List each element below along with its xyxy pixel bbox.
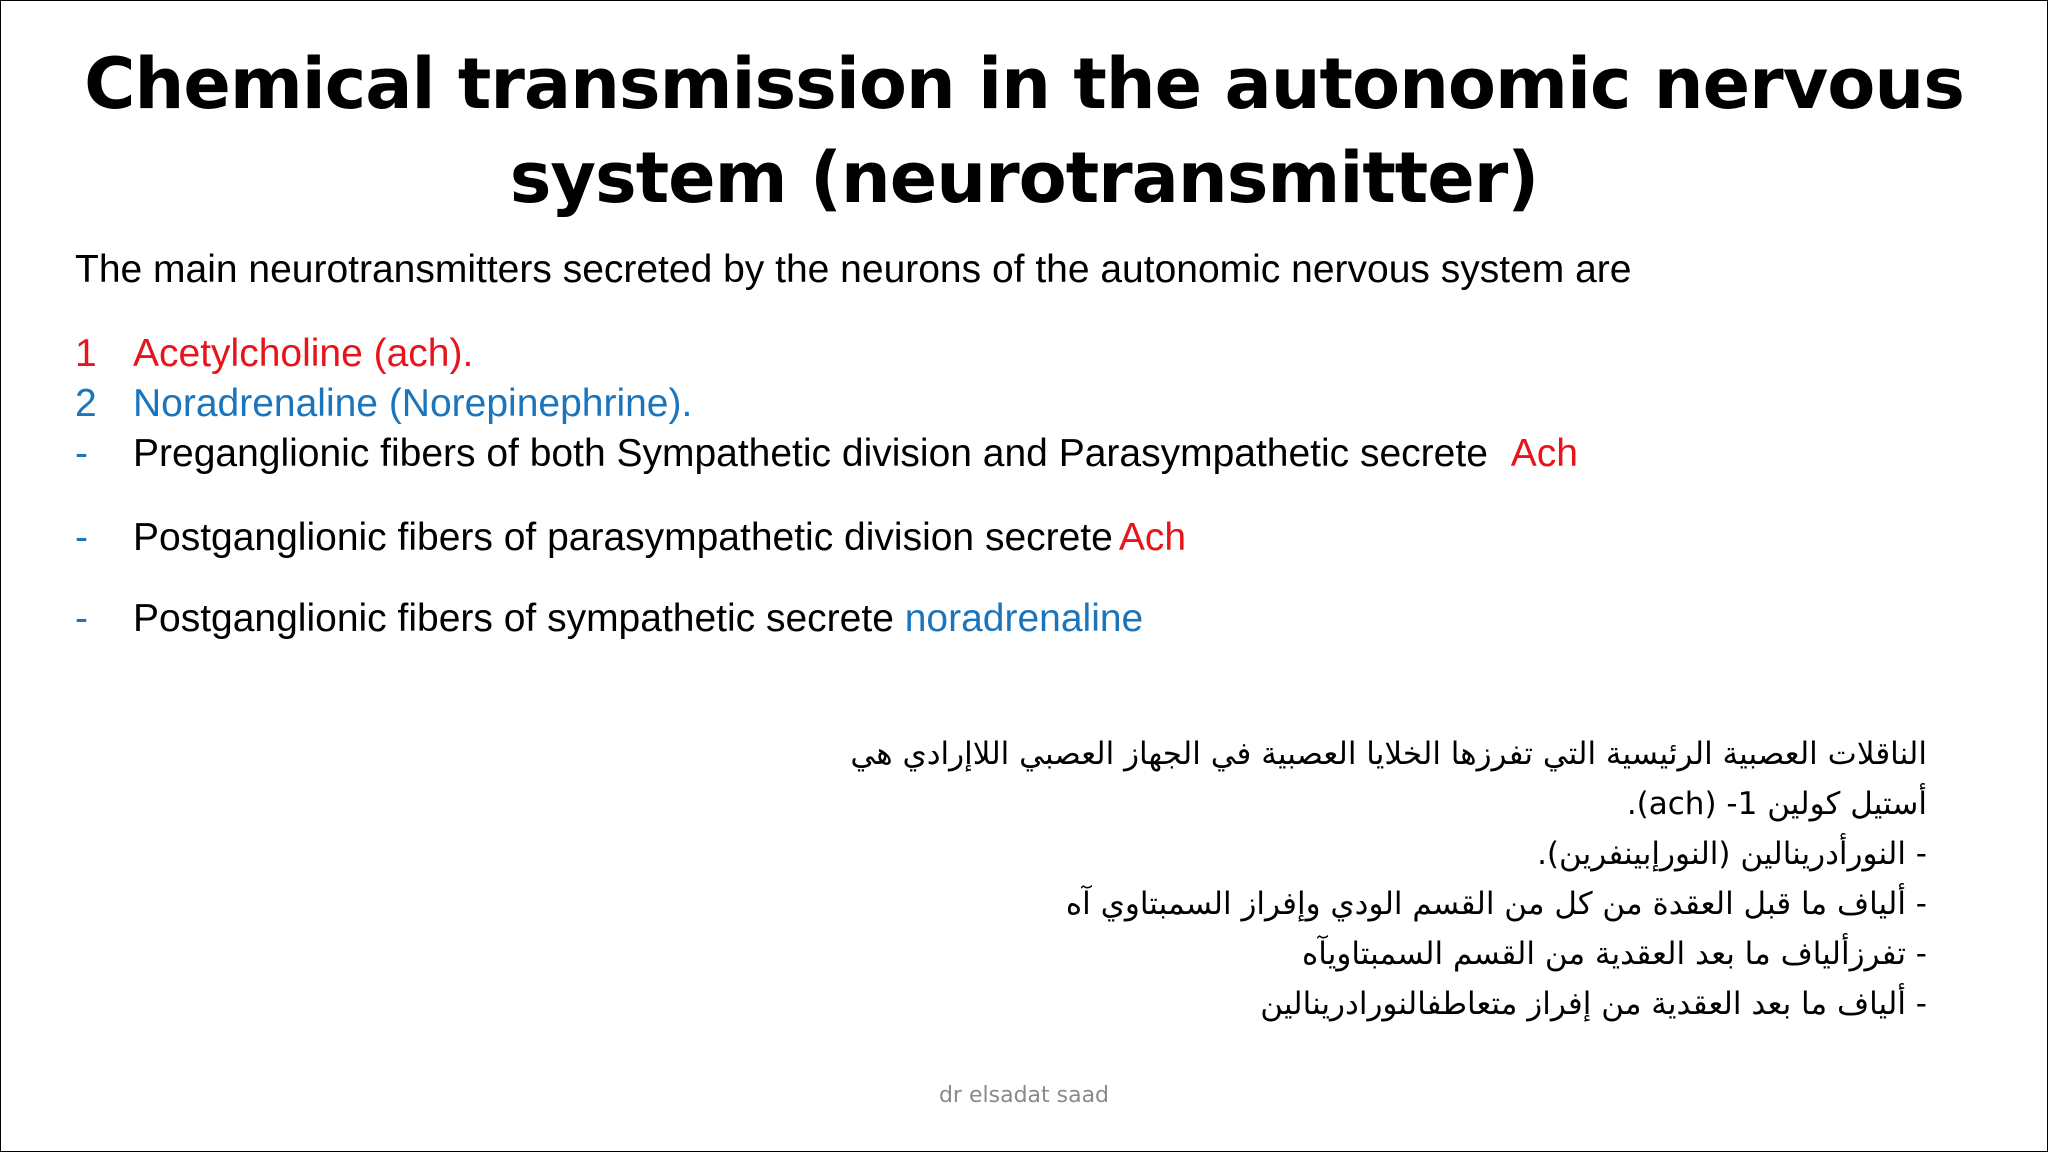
bullet-text: Postganglionic fibers of sympathetic secrete <box>133 597 905 640</box>
bullet-highlight-ach: Ach <box>1118 516 1187 559</box>
bullet-highlight-noradrenaline: noradrenaline <box>904 597 1144 640</box>
bullet-text: Preganglionic fibers of both Sympathetic division and Parasympathetic secrete <box>133 432 1499 475</box>
arabic-line-5: - تفرزألياف ما بعد العقدية من القسم السمبتاويآه <box>1302 936 1927 972</box>
list-item-noradrenaline: Noradrenaline (Norepinephrine). <box>133 382 693 425</box>
footer-author: dr elsadat saad <box>938 1083 1110 1108</box>
title-line-1: Chemical transmission in the autonomic nervous <box>84 43 1964 125</box>
list-item-acetylcholine: Acetylcholine (ach). <box>133 332 474 375</box>
bullet-dash-3: - <box>75 597 88 640</box>
bullet-postganglionic-sympathetic <box>133 596 1143 642</box>
bullet-postganglionic-parasympathetic <box>133 515 1186 561</box>
arabic-line-4: - ألياف ما قبل العقدة من كل من القسم الودي وإفراز السمبتاوي آه <box>1065 886 1927 922</box>
bullet-preganglionic <box>133 431 1578 477</box>
list-number-2: 2 <box>75 382 97 425</box>
bullet-text: Postganglionic fibers of parasympathetic division secrete <box>133 516 1113 559</box>
slide-title <box>1 37 2047 225</box>
bullet-highlight-ach: Ach <box>1510 432 1578 475</box>
title-line-2: system (neurotransmitter) <box>509 137 1539 219</box>
list-number-1: 1 <box>75 332 97 375</box>
arabic-line-6: - ألياف ما بعد العقدية من إفراز متعاطفالنورادرينالين <box>1260 986 1927 1022</box>
bullet-dash-2: - <box>75 516 88 559</box>
arabic-line-2: أستيل كولين 1- (ach). <box>1626 786 1927 822</box>
arabic-line-3: - النورأدرينالين (النورإبينفرين). <box>1537 836 1927 872</box>
arabic-line-1: الناقلات العصبية الرئيسية التي تفرزها الخلايا العصبية في الجهاز العصبي اللاإرادي هي <box>850 736 1927 772</box>
intro-text: The main neurotransmitters secreted by the neurons of the autonomic nervous system are <box>75 248 1632 291</box>
arabic-translation <box>627 729 1927 1029</box>
bullet-dash-1: - <box>75 432 88 475</box>
